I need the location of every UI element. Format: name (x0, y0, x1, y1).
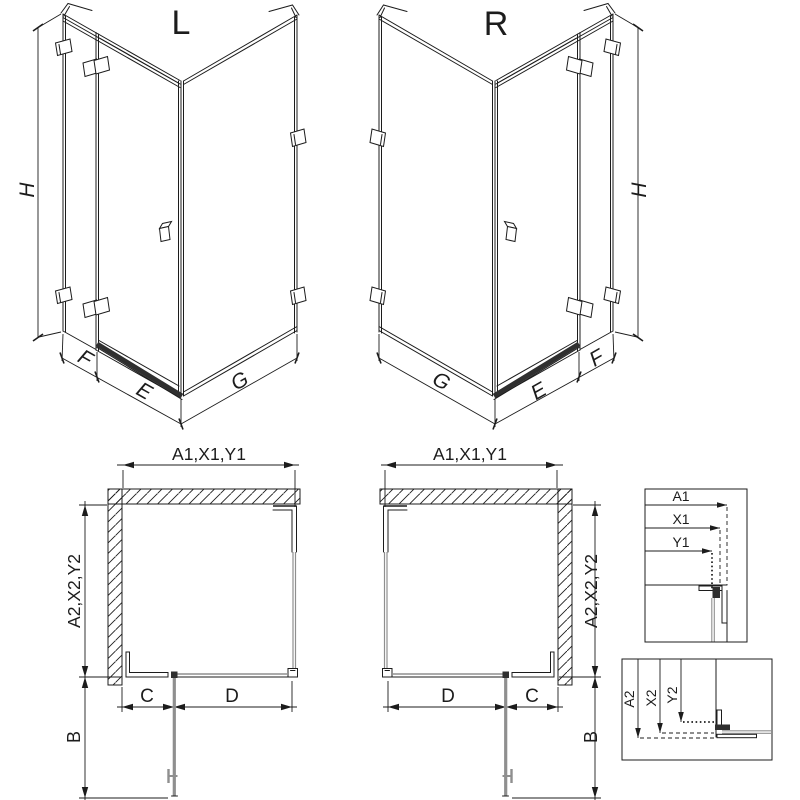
variant-label-left: L (171, 4, 191, 42)
iso-left-dim-height: H (16, 182, 39, 198)
plan-left-dim-depth: A2,X2,Y2 (64, 554, 84, 628)
plan-right-dim-depth: A2,X2,Y2 (581, 554, 601, 628)
iso-left-dim-side: G (227, 367, 253, 396)
detail-width-label-a1: A1 (672, 488, 690, 504)
iso-left-dim-door: E (132, 377, 156, 405)
iso-right-dim-door: E (527, 377, 551, 405)
plan-right-dim-width: A1,X1,Y1 (433, 444, 507, 464)
iso-right-dim-height: H (628, 182, 651, 198)
detail-depth-label-x2: X2 (643, 689, 659, 707)
plan-right-dim-c: C (525, 686, 539, 707)
detail-box-depth (621, 659, 772, 760)
detail-depth-label-a2: A2 (621, 690, 637, 708)
detail-width-label-y1: Y1 (672, 534, 690, 550)
iso-view-left (16, 4, 306, 430)
plan-right-dim-d: D (441, 686, 455, 707)
plan-view-left (64, 444, 300, 800)
plan-left-dim-c: C (140, 686, 154, 707)
iso-left-dim-fixed: F (73, 345, 97, 372)
plan-left-dim-b: B (64, 730, 84, 744)
plan-left-dim-d: D (225, 686, 239, 707)
plan-left-wall-hatch (108, 489, 300, 685)
detail-width-label-x1: X1 (672, 511, 690, 527)
detail-box-width (645, 488, 747, 642)
iso-view-right (370, 4, 651, 430)
plan-view-right (380, 444, 601, 800)
detail-depth-label-y2: Y2 (664, 686, 680, 704)
plan-right-wall-hatch (380, 489, 572, 685)
plan-left-dim-width: A1,X1,Y1 (172, 444, 246, 464)
iso-right-dim-fixed: F (585, 345, 609, 372)
iso-right-dim-side: G (428, 367, 454, 396)
variant-label-right: R (483, 5, 509, 43)
plan-right-dim-b: B (581, 730, 601, 744)
